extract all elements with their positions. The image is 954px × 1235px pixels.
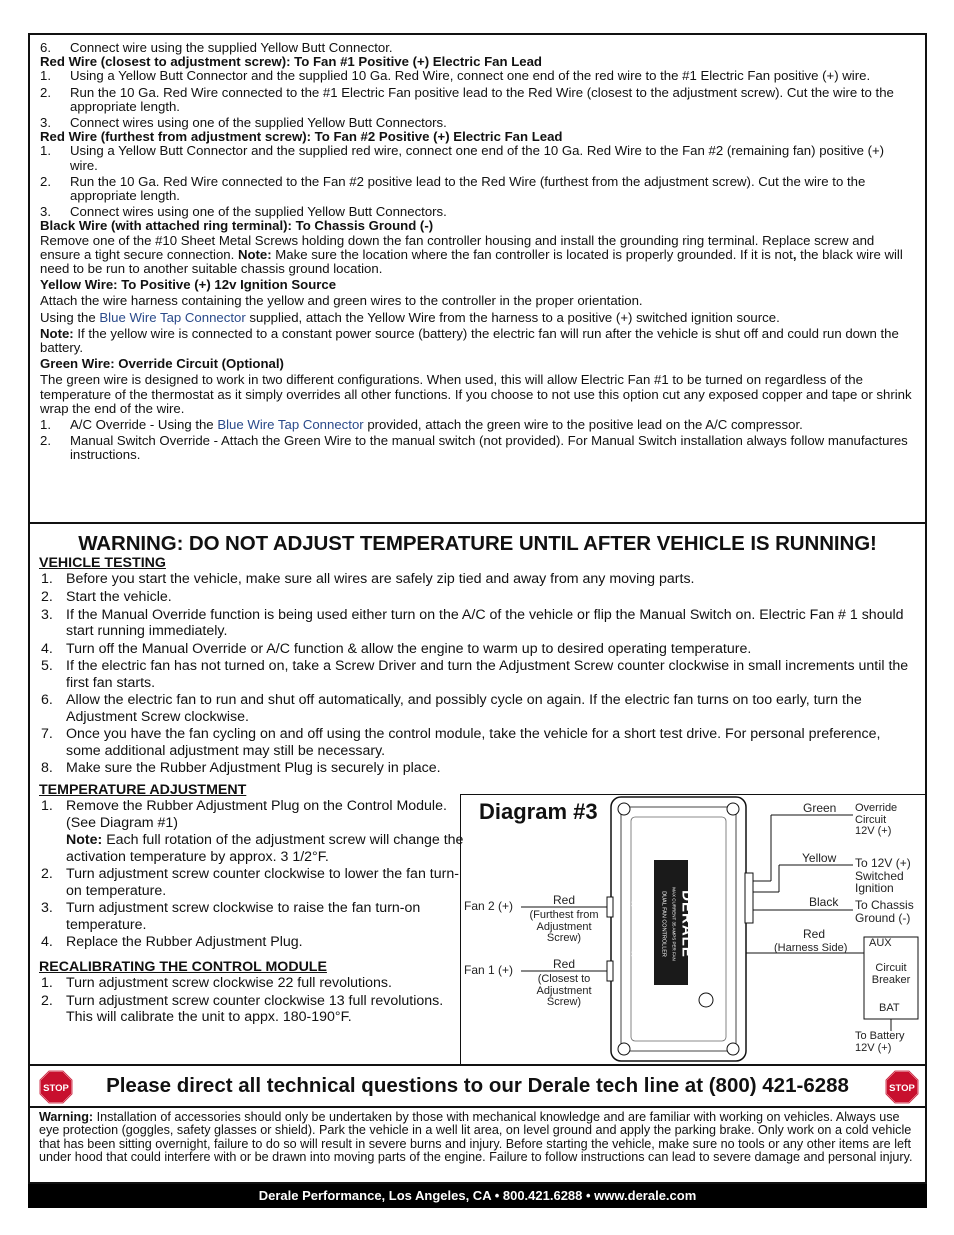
list-item: 3. Connect wires using one of the supplied Yellow Butt Connectors. [40,115,447,131]
disclaimer-text: Warning: Installation of accessories should only be undertaken by those with mechanical knowledge and are familiar with working on vehicles. Always use eye protection (goggles, safety glasses or shield). Park the vehicle in a well lit area, on level ground and apply the parking brake. Only work on a cold vehicle that has been sitting overnight, failure to do so will result in severe burns and injury. Before starting the vehicle, make sure no tools or any other items are left under hood that could interfere with or be drawn into moving parts of the engine. Failure to follow instructions can lead to severe damage and personal injury. [39,1110,913,1165]
list-item: 6. Connect wire using the supplied Yellow Butt Connector. [40,40,393,55]
section-heading: Green Wire: Override Circuit (Optional) [40,356,284,372]
list-item: 3. Turn adjustment screw clockwise to raise the fan turn-on temperature. [41,900,421,933]
testing-section [28,524,927,1066]
blue-wire-tap-connector-text: Blue Wire Tap Connector [217,417,364,433]
list-item: 7. Once you have the fan cycling on and off using the control module, take the vehicle for a short test drive. For personal preference, some additional adjustment may still be necessary. [41,726,881,759]
paragraph: Note: If the yellow wire is connected to a constant power source (battery) the electric fan will run after the vehicle is shut off and could run down the battery. [40,325,899,356]
list-item: 1. Using a Yellow Butt Connector and the supplied red wire, connect one end of the 10 Ga. Red Wire to the Fan #2 (remaining fan) positive (+) wire. [40,143,885,173]
list-item: 2. Manual Switch Override - Attach the Green Wire to the manual switch (not provided). For Manual Switch installation always follow manufactures instructions. [40,433,908,463]
wiring-diagram [460,794,927,1066]
warning-heading: WARNING: DO NOT ADJUST TEMPERATURE UNTIL AFTER VEHICLE IS RUNNING! [78,532,877,555]
aux-label: AUX [869,937,892,949]
list-item: 2. Start the vehicle. [41,589,172,605]
harness-connector [745,873,753,923]
recalibrating-title: RECALIBRATING THE CONTROL MODULE [39,958,327,975]
temperature-adjustment-title: TEMPERATURE ADJUSTMENT [39,782,247,798]
list-item: 3. Connect wires using one of the supplied Yellow Butt Connectors. [40,204,447,220]
fan1-red-label: Red [553,957,576,971]
circuit-breaker-label: Circuit Breaker [871,962,911,986]
diagram-title: Diagram #3 [479,799,598,824]
paragraph: Attach the wire harness containing the yellow and green wires to the controller in the proper orientation. [40,293,643,309]
stop-sign-icon [885,1070,919,1104]
red1-list [40,69,915,130]
list-item: 4. Replace the Rubber Adjustment Plug. [41,934,303,951]
blue-wire-tap-connector-text: Blue Wire Tap Connector [99,309,246,325]
yellow-wire-label: Yellow [802,851,837,865]
note: Note: Each full rotation of the adjustment screw will change the activation temperature by approx. 3 1/2°F. [66,832,464,865]
module-fan1-label: FAN 1(+) [630,936,636,958]
fan2-label: Fan 2 (+) [464,899,514,913]
to-battery-label: To Battery 12V (+) [855,1030,905,1054]
list-item: 2. Run the 10 Ga. Red Wire connected to the #1 Electric Fan positive lead to the Red Wire (closest to the adjustment screw). Cut the wire to the appropriate length. [40,84,894,114]
red-harness-label: Red [803,927,826,941]
red2-list [40,144,915,219]
green-destination: Override Circuit 12V (+) [855,802,898,837]
list-item: 2. Run the 10 Ga. Red Wire connected to the Fan #2 positive lead to the Red Wire (furthest from the adjustment screw). Cut the wire to the appropriate length. [40,173,866,204]
module-brand: DERALE [678,890,696,958]
list-item: 1. Before you start the vehicle, make sure all wires are safely zip tied and away from any moving parts. [41,571,695,588]
section-heading: Red Wire (closest to adjustment screw): To Fan #1 Positive (+) Electric Fan Lead [40,54,542,70]
bat-label: BAT [879,1002,900,1014]
paragraph: Using the Blue Wire Tap Connector supplied, attach the Yellow Wire from the harness to a positive (+) switched ignition source. [40,309,780,325]
footer: Derale Performance, Los Angeles, CA • 800.421.6288 • www.derale.com [28,1184,927,1208]
red-harness-desc: (Harness Side) [774,942,848,954]
vehicle-testing-list [39,571,919,776]
list-item: 1. A/C Override - Using the Blue Wire Tap Connector provided, attach the green wire to the positive lead on the A/C compressor. [40,417,803,433]
paragraph: The green wire is designed to work in two different configurations. When used, this will allow Electric Fan #1 to be turned on regardless of the temperature of the thermostat as it simply overrides all other functions. If you choose to not use this option cut any exposed copper and tape or shrink wrap the end of the wire. [40,372,912,416]
wiring-instructions [28,33,927,524]
fan1-label: Fan 1 (+) [464,963,514,977]
black-destination: To Chassis Ground (-) [855,898,914,925]
disclaimer [28,1108,927,1184]
vehicle-testing-title: VEHICLE TESTING [39,555,166,571]
fan1-desc: (Closest to Adjustment Screw) [536,973,592,1008]
fan2-desc: (Furthest from Adjustment Screw) [529,909,599,944]
list-item: 2. Turn adjustment screw counter clockwise 13 full revolutions. This will calibrate the unit to appx. 180-190°F. [41,992,444,1026]
adjustment-column [39,782,464,1027]
black-wire-label: Black [809,895,839,909]
stop-sign-text: STOP [889,1083,915,1094]
list-item: 4. Turn off the Manual Override or A/C function & allow the engine to warm up to desired operating temperature. [41,640,752,657]
list-item: 5. If the electric fan has not turned on, take a Screw Driver and turn the Adjustment Screw counter clockwise in small increments until the first fan starts. [41,658,909,691]
list-item: 8. Make sure the Rubber Adjustment Plug is securely in place. [41,760,441,777]
list-item: 6. Allow the electric fan to run and shut off automatically, and possibly cycle on again. If the electric fan turns on too early, turn the Adjustment Screw clockwise. [41,692,862,725]
fan2-red-label: Red [553,893,576,907]
paragraph: Remove one of the #10 Sheet Metal Screws holding down the fan controller housing and install the grounding ring terminal. Replace screw and ensure a tight secure connection. Note: Make sure the location where the fan controller is located is properly grounded. If it is not, the black wire will need to be run to another suitable chassis ground location. [40,232,903,277]
list-item: 1. Using a Yellow Butt Connector and the supplied 10 Ga. Red Wire, connect one end of the red wire to the #1 Electric Fan positive (+) wire. [40,68,871,84]
module-line-2: MAX CURRENT 35 AMPS PER FAN [671,887,677,961]
yellow-destination: To 12V (+) Switched Ignition [855,856,911,895]
list-item: 1. Turn adjustment screw clockwise 22 full revolutions. [41,975,392,992]
temperature-adjustment-list [39,866,464,950]
module-line-1: DUAL FAN CONTROLLER [660,891,667,957]
section-heading: Red Wire (furthest from adjustment screw): To Fan #2 Positive (+) Electric Fan Lead [40,129,563,145]
list-item: 2. Turn adjustment screw counter clockwise to lower the fan turn-on temperature. [41,866,459,899]
section-heading: Yellow Wire: To Positive (+) 12v Ignition Source [40,277,337,293]
stop-sign-text: STOP [43,1083,69,1094]
module-fan2-label: FAN 2(+) [630,886,636,908]
recalibrating-list [39,975,464,1025]
tech-line-banner [28,1066,927,1108]
tech-line-text: Please direct all technical questions to our Derale tech line at (800) 421-6288 [106,1074,849,1097]
green-wire-label: Green [803,801,837,815]
list-item: 3. If the Manual Override function is being used either turn on the A/C of the vehicle or flip the Manual Switch on. Electric Fan # 1 should start running immediately. [41,606,904,639]
list-item: 1. Remove the Rubber Adjustment Plug on the Control Module. (See Diagram #1) [41,798,447,831]
vehicle-testing [39,555,919,778]
section-heading: Black Wire (with attached ring terminal): To Chassis Ground (-) [40,218,434,234]
